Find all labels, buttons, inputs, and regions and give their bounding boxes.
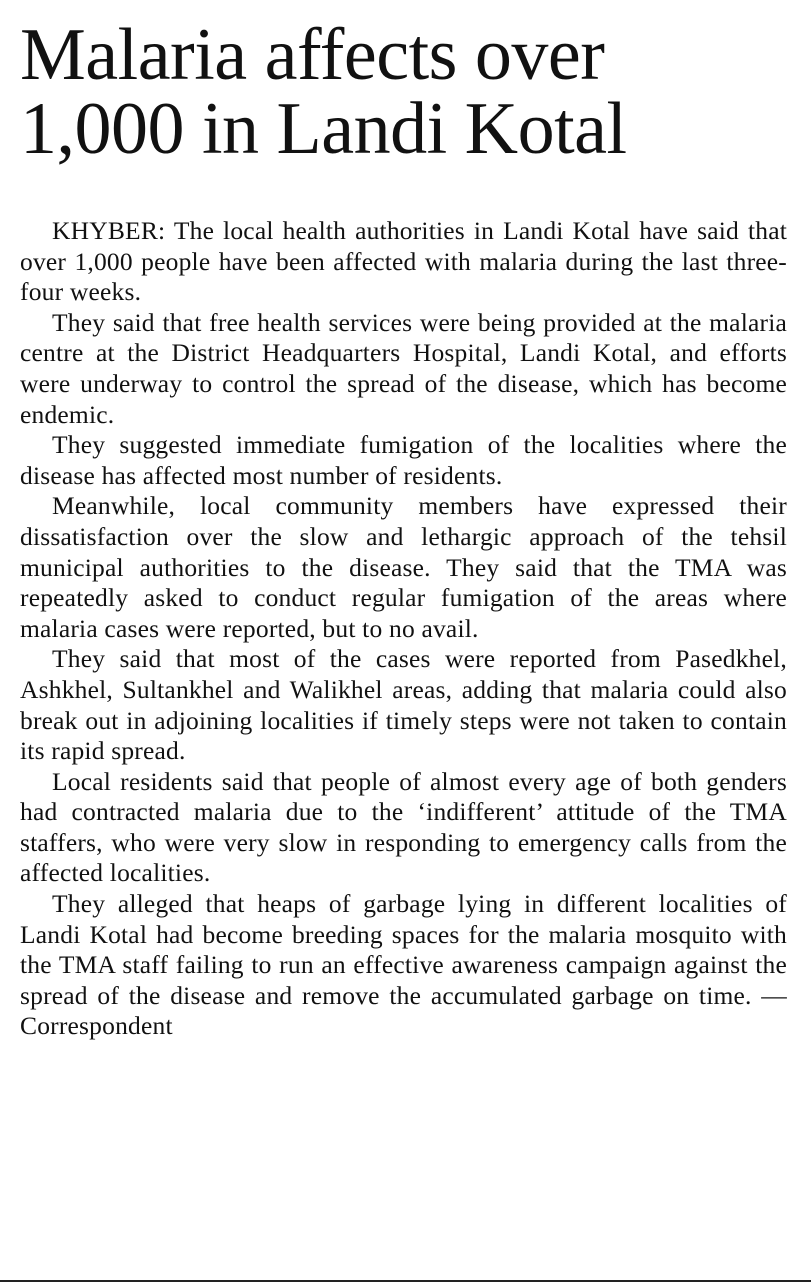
headline-line-2: 1,000 in Landi Kotal xyxy=(20,88,627,170)
article-paragraph: They suggested immediate fumigation of the localities where the disease has affected most number of residents. xyxy=(20,430,787,490)
headline xyxy=(20,14,800,170)
article-paragraph: KHYBER: The local health authorities in Landi Kotal have said that over 1,000 people have been affected with malaria during the last three-four weeks. xyxy=(20,216,787,307)
bottom-rule xyxy=(0,1280,811,1282)
article-paragraph: They said that free health services were being provided at the malaria centre at the District Headquarters Hospital, Landi Kotal, and efforts were underway to control the spread of the disease, which has become endemic. xyxy=(20,307,787,429)
article-paragraph: They said that most of the cases were reported from Pasedkhel, Ashkhel, Sultankhel and Walikhel areas, adding that malaria could also break out in adjoining localities if timely steps were not taken to contain its rapid spread. xyxy=(20,644,787,766)
article-paragraph: Meanwhile, local community members have expressed their dissatisfaction over the slow and lethargic approach of the tehsil municipal authorities to the disease. They said that the TMA was repeatedly asked to conduct regular fumigation of the areas where malaria cases were reported, but to no avail. xyxy=(20,491,787,643)
article-body xyxy=(20,216,787,1042)
headline-line-1: Malaria affects over xyxy=(20,14,605,96)
article-paragraph: They alleged that heaps of garbage lying in different localities of Landi Kotal had become breeding spaces for the malaria mosquito with the TMA staff failing to run an effective awareness campaign against the spread of the disease and remove the accumulated garbage on time. — Correspondent xyxy=(20,889,787,1041)
article-paragraph: Local residents said that people of almost every age of both genders had contracted malaria due to the ‘indifferent’ attitude of the TMA staffers, who were very slow in responding to emergency calls from the affected localities. xyxy=(20,766,787,888)
